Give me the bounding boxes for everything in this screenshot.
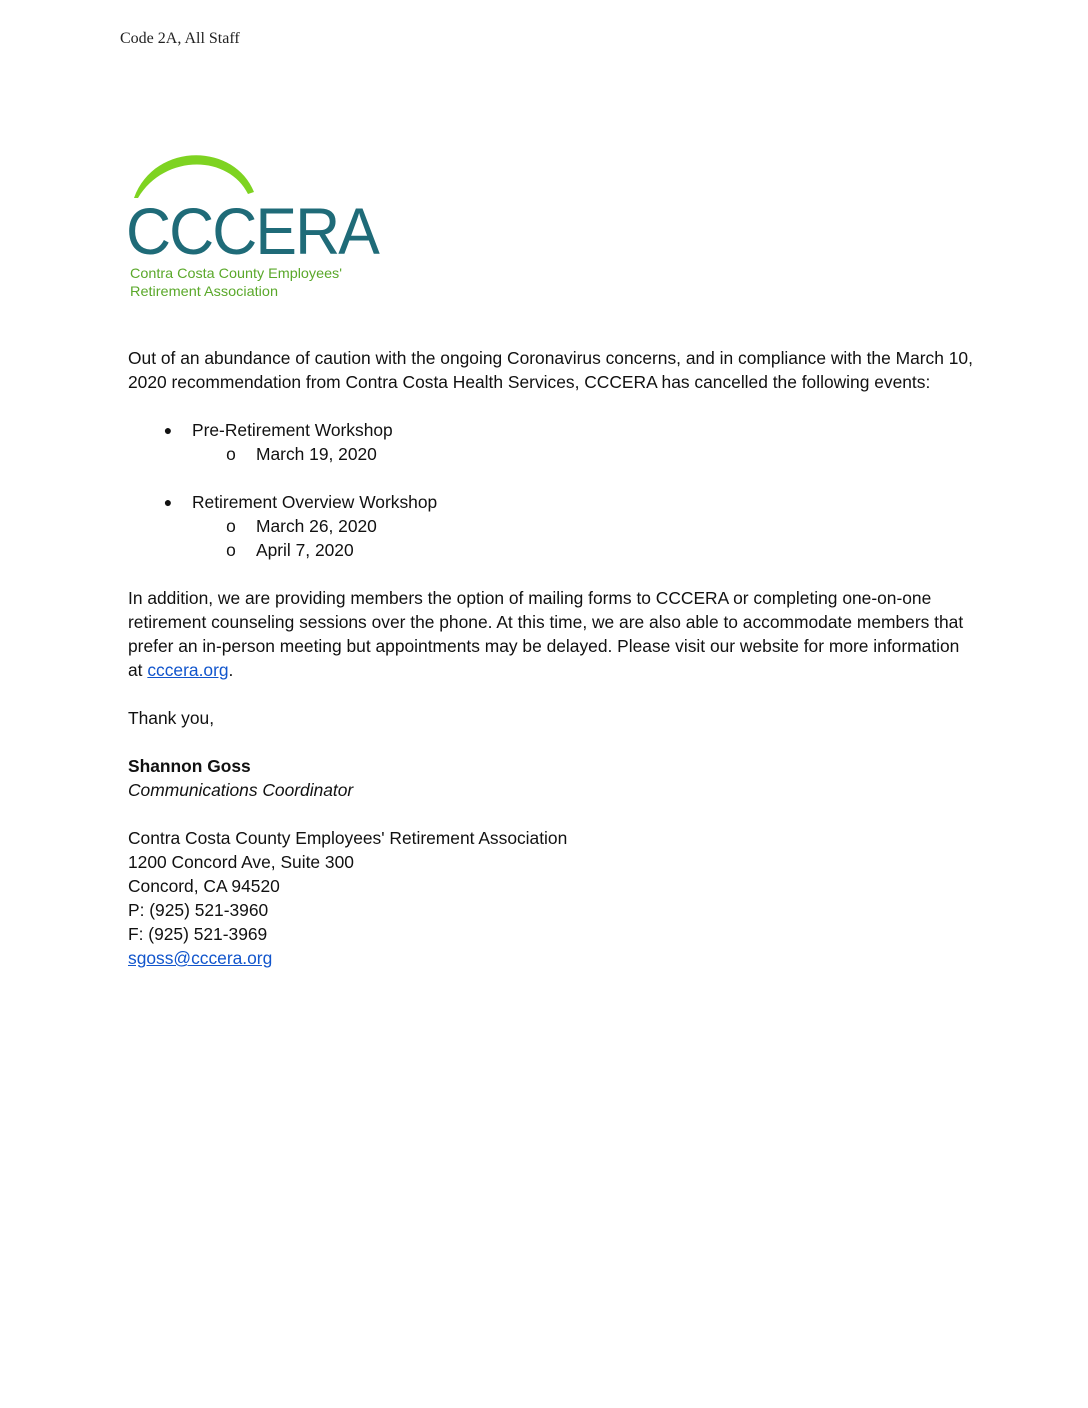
signature-address-line2: Concord, CA 94520 (128, 876, 280, 896)
signature-address-line1: 1200 Concord Ave, Suite 300 (128, 852, 354, 872)
signature-title: Communications Coordinator (128, 780, 354, 800)
event-date-text: April 7, 2020 (256, 540, 354, 560)
logo-arc (134, 155, 254, 198)
bullet-icon: ● (163, 422, 173, 438)
email-link[interactable]: sgoss@cccera.org (128, 948, 273, 968)
signature-org: Contra Costa County Employees' Retirement Association (128, 828, 568, 848)
circle-bullet-icon: o (226, 444, 236, 464)
addition-paragraph (128, 586, 978, 682)
signature-phone: P: (925) 521-3960 (128, 900, 269, 920)
event-date-text: March 26, 2020 (256, 516, 377, 536)
intro-paragraph: Out of an abundance of caution with the ongoing Coronavirus concerns, and in compliance with the March 10, 2020 recommendation from Contra Costa Health Services, CCCERA has cancelled the following events: (128, 348, 973, 392)
event-title: Retirement Overview Workshop (192, 492, 438, 512)
letter-body (128, 346, 978, 970)
bullet-icon: ● (163, 494, 173, 510)
closing: Thank you, (128, 708, 215, 728)
logo-wordmark: CCCERA (126, 194, 380, 268)
cccera-logo (124, 146, 388, 306)
event-item (128, 418, 978, 442)
signature-name: Shannon Goss (128, 756, 251, 776)
event-date-text: March 19, 2020 (256, 444, 377, 464)
event-date (128, 442, 978, 466)
event-title: Pre-Retirement Workshop (192, 420, 393, 440)
header-code: Code 2A, All Staff (120, 30, 240, 47)
event-block (128, 490, 978, 562)
event-date (128, 514, 978, 538)
event-date (128, 538, 978, 562)
logo-subtitle-line1: Contra Costa County Employees' (130, 265, 342, 281)
circle-bullet-icon: o (226, 540, 236, 560)
addition-text: In addition, we are providing members the option of mailing forms to CCCERA or completing one-on-one retirement counseling sessions over the phone. At this time, we are also able to accommodate members that prefer an in-person meeting but appointments may be delayed. Please visit our website for more information at (128, 588, 964, 680)
addition-period: . (228, 660, 234, 680)
signature-email-row (128, 946, 978, 970)
circle-bullet-icon: o (226, 516, 236, 536)
logo-subtitle-line2: Retirement Association (130, 283, 278, 299)
signature-fax: F: (925) 521-3969 (128, 924, 268, 944)
event-block (128, 418, 978, 466)
event-item (128, 490, 978, 514)
website-link[interactable]: cccera.org (147, 660, 229, 680)
